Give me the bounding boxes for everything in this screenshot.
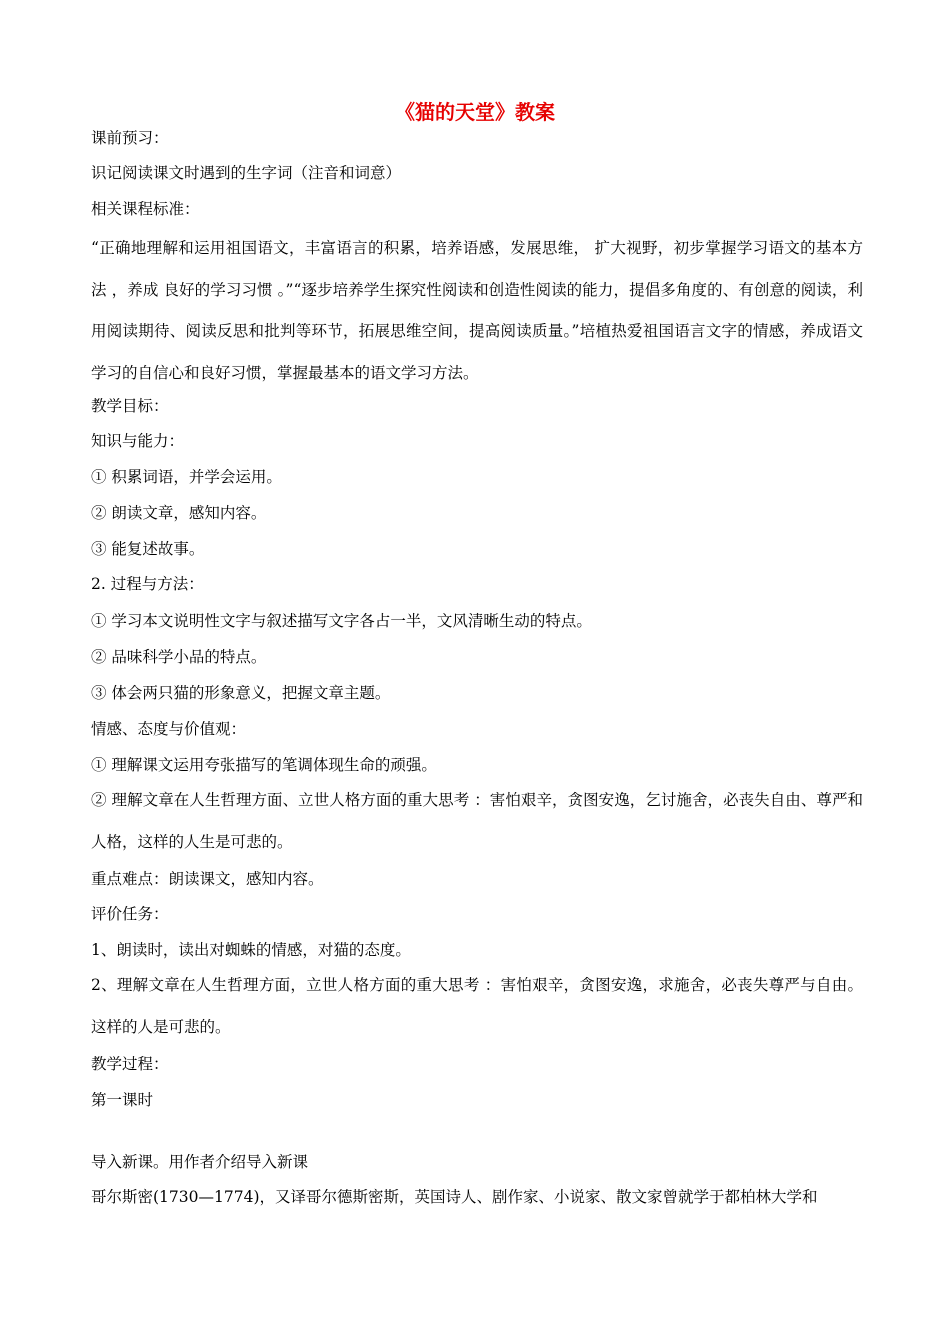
process-item: ② 品味科学小品的特点。 — [91, 648, 267, 666]
knowledge-item: ② 朗读文章，感知内容。 — [91, 504, 267, 522]
emotion-heading: 情感、态度与价值观： — [91, 720, 247, 738]
document-title: 《猫的天堂》教案 — [395, 100, 555, 124]
author-text: 哥尔斯密(1730—1774)，又译哥尔德斯密斯，英国诗人、剧作家、小说家、散文家曾就学于都柏林大学和 — [91, 1188, 818, 1206]
intro-text: 导入新课。用作者介绍导入新课 — [91, 1153, 309, 1171]
process-item: ③ 体会两只猫的形象意义，把握文章主题。 — [91, 684, 391, 702]
key-points: 重点难点：朗读课文，感知内容。 — [91, 870, 324, 888]
eval-heading: 评价任务： — [91, 905, 169, 923]
eval-item: 1、朗读时，读出对蜘蛛的情感，对猫的态度。 — [91, 941, 411, 959]
knowledge-item: ① 积累词语，并学会运用。 — [91, 468, 282, 486]
goals-heading: 教学目标： — [91, 397, 169, 415]
standards-paragraph: “正确地理解和运用祖国语文，丰富语言的积累，培养语感，发展思维， 扩大视野，初步掌握学习语文的基本方法 ，养成 良好的学习习惯 。”“逐步培养学生探究性阅读和创造性阅读的能力，提倡多角度的、有创意的阅读，利用阅读期待、阅读反思和批判等环节，拓展思维空间，提高阅读质量。”培植热爱祖国语言文字的情感，养成语文学习的自信心和良好习惯，掌握最基本的语文学习方法。 — [91, 239, 863, 382]
knowledge-heading: 知识与能力： — [91, 432, 185, 450]
lesson-one: 第一课时 — [91, 1091, 154, 1109]
eval-item: 2、理解文章在人生哲理方面，立世人格方面的重大思考 ：害怕艰辛，贪图安逸，求施舍，必丧失尊严与自由。这样的人是可悲的。 — [91, 976, 863, 1036]
standards-heading: 相关课程标准： — [91, 200, 200, 218]
process-heading: 2. 过程与方法： — [91, 575, 204, 593]
emotion-item: ① 理解课文运用夸张描写的笔调体现生命的顽强。 — [91, 756, 437, 774]
knowledge-item: ③ 能复述故事。 — [91, 540, 205, 558]
process-main-heading: 教学过程： — [91, 1055, 169, 1073]
preview-heading: 课前预习： — [91, 129, 169, 147]
emotion-item: ② 理解文章在人生哲理方面、立世人格方面的重大思考 ：害怕艰辛，贪图安逸，乞讨施舍，必丧失自由、尊严和人格，这样的人生是可悲的。 — [91, 791, 863, 851]
process-item: ① 学习本文说明性文字与叙述描写文字各占一半，文风清晰生动的特点。 — [91, 612, 592, 630]
preview-text: 识记阅读课文时遇到的生字词（注音和词意） — [91, 164, 402, 182]
